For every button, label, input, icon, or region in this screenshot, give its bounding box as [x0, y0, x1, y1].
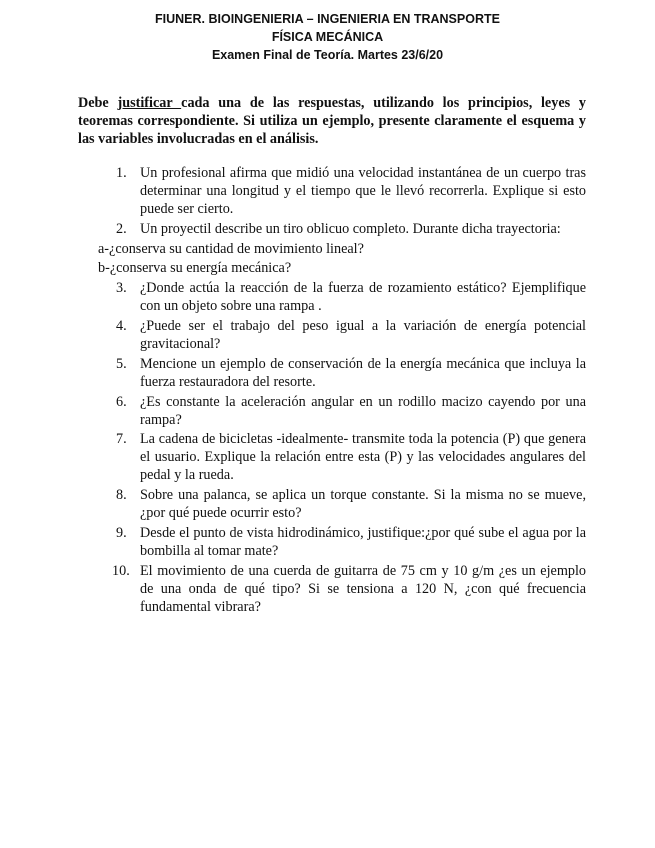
question-text: ¿Donde actúa la reacción de la fuerza de rozamiento estático? Ejemplifique con un objeto sobre una rampa .	[140, 280, 586, 315]
question-text: ¿Es constante la aceleración angular en un rodillo macizo cayendo por una rampa?	[140, 393, 586, 428]
question-text: Un profesional afirma que midió una velocidad instantánea de un cuerpo tras determinar una longitud y el tiempo que le llevó recorrerla. Explique si esto puede ser cierto.	[140, 165, 586, 217]
question-text: Desde el punto de vista hidrodinámico, justifique:¿por qué sube el agua por la bombilla al tomar mate?	[140, 524, 586, 559]
question-2	[112, 220, 586, 238]
instructions-part-1: Debe	[78, 95, 118, 111]
question-number: 1.	[116, 165, 127, 181]
question-1	[112, 164, 586, 218]
question-text: El movimiento de una cuerda de guitarra de 75 cm y 10 g/m ¿es un ejemplo de una onda de qué tipo? Si se tensiona a 120 N, ¿con qué frecuencia fundamental vibrara?	[140, 562, 586, 615]
question-number: 5.	[116, 355, 127, 372]
question-8	[112, 486, 586, 522]
question-text: ¿Puede ser el trabajo del peso igual a la variación de energía potencial gravitacional?	[140, 317, 586, 352]
question-text: La cadena de bicicletas -idealmente- transmite toda la potencia (P) que genera el usuario. Explique la relación entre esta (P) y las velocidades angulares del pedal y la rueda.	[140, 431, 586, 484]
instructions-underlined-word: justificar	[117, 95, 182, 111]
question-text: Mencione un ejemplo de conservación de la energía mecánica que incluya la fuerza restauradora del resorte.	[140, 355, 586, 390]
question-5	[112, 355, 586, 391]
question-number: 4.	[116, 317, 127, 334]
subject-line: FÍSICA MECÁNICA	[271, 30, 384, 44]
exam-header	[0, 10, 655, 64]
question-number: 9.	[116, 524, 127, 541]
question-number: 10.	[112, 562, 130, 579]
question-4	[112, 317, 586, 353]
instructions-part-2: cada una de las respuestas, utilizando los principios, leyes y teoremas correspondiente. Si utiliza un ejemplo, presente claramente el esquema y las variables involucradas en el análisis.	[78, 95, 586, 147]
question-7	[112, 430, 586, 484]
question-number: 6.	[116, 393, 127, 410]
question-6	[112, 393, 586, 429]
question-number: 8.	[116, 487, 127, 504]
question-2-sub-b: b-¿conserva su energía mecánica?	[98, 260, 292, 277]
question-9	[112, 524, 586, 560]
question-text: Sobre una palanca, se aplica un torque constante. Si la misma no se mueve, ¿por qué puede ocurrir esto?	[140, 487, 586, 522]
question-text: Un proyectil describe un tiro oblicuo completo. Durante dicha trayectoria:	[140, 220, 561, 237]
exam-date-line: Examen Final de Teoría. Martes 23/6/20	[211, 48, 444, 62]
institution-line: FIUNER. BIOINGENIERIA – INGENIERIA EN TRANSPORTE	[155, 12, 500, 26]
question-number: 3.	[116, 280, 127, 297]
question-number: 7.	[116, 431, 127, 448]
question-3	[112, 279, 586, 315]
question-list	[98, 164, 586, 618]
question-10	[112, 562, 586, 616]
instructions-paragraph	[78, 94, 586, 148]
question-number: 2.	[116, 220, 127, 237]
question-2-sub-a: a-¿conserva su cantidad de movimiento lineal?	[98, 240, 364, 257]
